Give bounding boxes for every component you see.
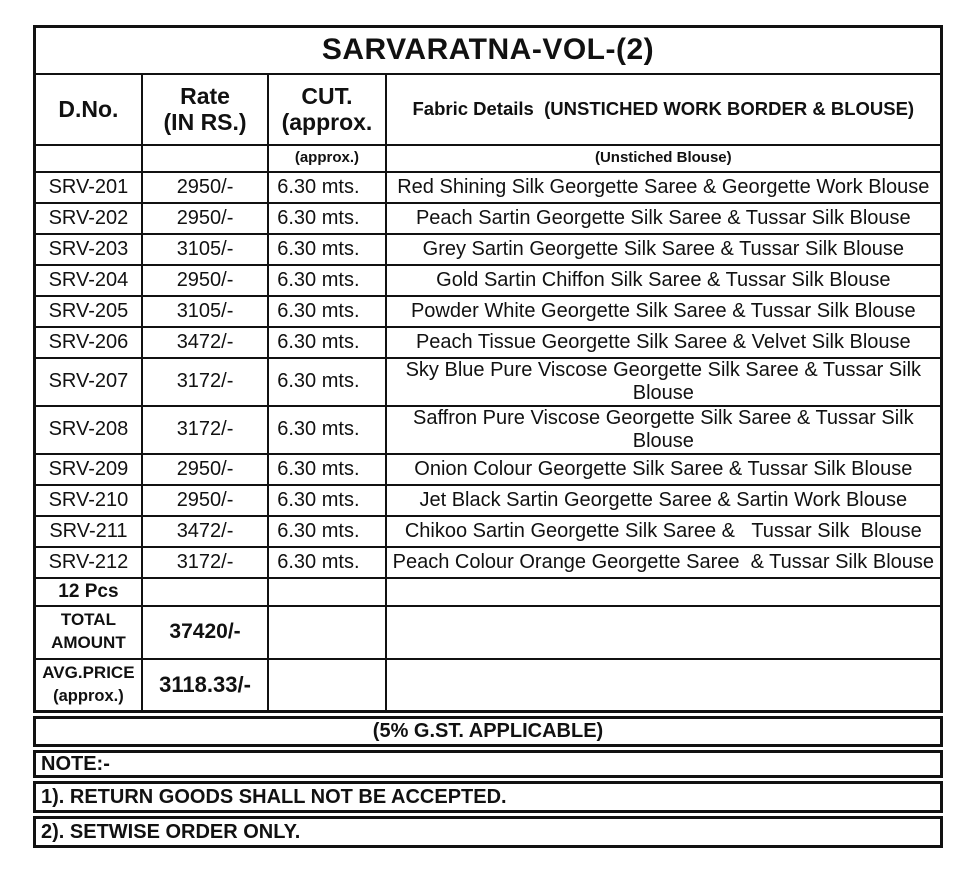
- fabric-cell: Grey Sartin Georgette Silk Saree & Tussar Silk Blouse: [386, 234, 942, 265]
- rate-cell: 3172/-: [142, 358, 268, 406]
- rate-cell: 2950/-: [142, 265, 268, 296]
- avg-label-line2: (approx.): [53, 687, 124, 706]
- dno-cell: SRV-212: [35, 547, 142, 578]
- column-header-dno: D.No.: [35, 74, 142, 145]
- rate-cell: 2950/-: [142, 485, 268, 516]
- empty-cell: [268, 578, 385, 606]
- gst-note: (5% G.ST. APPLICABLE): [33, 716, 943, 747]
- dno-cell: SRV-201: [35, 172, 142, 203]
- rate-cell: 3172/-: [142, 547, 268, 578]
- empty-cell: [386, 659, 942, 712]
- title-row: [35, 27, 942, 74]
- avg-price-row: [35, 659, 942, 712]
- fabric-cell: Onion Colour Georgette Silk Saree & Tussar Silk Blouse: [386, 454, 942, 485]
- dno-cell: SRV-207: [35, 358, 142, 406]
- price-list-sheet: [33, 25, 943, 848]
- fabric-cell: Gold Sartin Chiffon Silk Saree & Tussar Silk Blouse: [386, 265, 942, 296]
- subheader-fabric-cell: (Unstiched Blouse): [386, 145, 942, 172]
- rate-cell: 3472/-: [142, 327, 268, 358]
- price-table: [33, 25, 943, 713]
- empty-cell: [268, 606, 385, 659]
- total-amount-label: [35, 606, 142, 659]
- fabric-cell: Chikoo Sartin Georgette Silk Saree & Tussar Silk Blouse: [386, 516, 942, 547]
- fabric-cell: Sky Blue Pure Viscose Georgette Silk Saree & Tussar Silk Blouse: [386, 358, 942, 406]
- total-amount-row: [35, 606, 942, 659]
- empty-cell: [268, 659, 385, 712]
- subheader-rate-cell: [142, 145, 268, 172]
- cut-cell: 6.30 mts.: [268, 296, 385, 327]
- table-row: [35, 358, 942, 406]
- cut-cell: 6.30 mts.: [268, 516, 385, 547]
- rate-cell: 3105/-: [142, 296, 268, 327]
- dno-cell: SRV-211: [35, 516, 142, 547]
- subheader-row: [35, 145, 942, 172]
- header-row: [35, 74, 942, 145]
- page-title: SARVARATNA-VOL-(2): [35, 27, 942, 74]
- cut-cell: 6.30 mts.: [268, 485, 385, 516]
- empty-cell: [142, 578, 268, 606]
- note-line-1: 1). RETURN GOODS SHALL NOT BE ACCEPTED.: [33, 781, 943, 813]
- cut-header-line2: (approx.: [281, 109, 373, 135]
- empty-cell: [386, 578, 942, 606]
- table-row: [35, 265, 942, 296]
- dno-cell: SRV-209: [35, 454, 142, 485]
- rate-cell: 2950/-: [142, 203, 268, 234]
- fabric-cell: Peach Tissue Georgette Silk Saree & Velvet Silk Blouse: [386, 327, 942, 358]
- table-row: [35, 296, 942, 327]
- rate-header-line1: Rate: [180, 82, 230, 109]
- table-row: [35, 454, 942, 485]
- avg-price-value: 3118.33/-: [142, 659, 268, 712]
- rate-cell: 3172/-: [142, 406, 268, 454]
- dno-cell: SRV-202: [35, 203, 142, 234]
- table-row: [35, 547, 942, 578]
- fabric-cell: Red Shining Silk Georgette Saree & Georgette Work Blouse: [386, 172, 942, 203]
- cut-cell: 6.30 mts.: [268, 327, 385, 358]
- cut-cell: 6.30 mts.: [268, 454, 385, 485]
- cut-cell: 6.30 mts.: [268, 547, 385, 578]
- dno-cell: SRV-208: [35, 406, 142, 454]
- cut-cell: 6.30 mts.: [268, 234, 385, 265]
- rate-header-line2: (IN RS.): [163, 109, 247, 135]
- column-header-fabric: Fabric Details (UNSTICHED WORK BORDER & BLOUSE): [386, 74, 942, 145]
- column-header-cut: [268, 74, 385, 145]
- cut-cell: 6.30 mts.: [268, 358, 385, 406]
- cut-header-line1: CUT.: [301, 82, 353, 109]
- pieces-count: 12 Pcs: [35, 578, 142, 606]
- note-line-2: 2). SETWISE ORDER ONLY.: [33, 816, 943, 848]
- rate-cell: 2950/-: [142, 454, 268, 485]
- dno-cell: SRV-206: [35, 327, 142, 358]
- dno-cell: SRV-210: [35, 485, 142, 516]
- empty-cell: [386, 606, 942, 659]
- fabric-cell: Saffron Pure Viscose Georgette Silk Saree & Tussar Silk Blouse: [386, 406, 942, 454]
- pieces-row: [35, 578, 942, 606]
- subheader-cut-cell: (approx.): [268, 145, 385, 172]
- avg-price-label: [35, 659, 142, 712]
- cut-cell: 6.30 mts.: [268, 172, 385, 203]
- total-label-line2: AMOUNT: [51, 633, 126, 652]
- fabric-cell: Jet Black Sartin Georgette Saree & Sartin Work Blouse: [386, 485, 942, 516]
- rate-cell: 3105/-: [142, 234, 268, 265]
- fabric-cell: Peach Sartin Georgette Silk Saree & Tussar Silk Blouse: [386, 203, 942, 234]
- dno-cell: SRV-205: [35, 296, 142, 327]
- total-amount-value: 37420/-: [142, 606, 268, 659]
- table-row: [35, 485, 942, 516]
- column-header-rate: [142, 74, 268, 145]
- table-row: [35, 172, 942, 203]
- cut-cell: 6.30 mts.: [268, 203, 385, 234]
- cut-cell: 6.30 mts.: [268, 406, 385, 454]
- avg-label-line1: AVG.PRICE: [42, 663, 135, 683]
- rate-cell: 3472/-: [142, 516, 268, 547]
- fabric-cell: Powder White Georgette Silk Saree & Tussar Silk Blouse: [386, 296, 942, 327]
- dno-cell: SRV-204: [35, 265, 142, 296]
- fabric-cell: Peach Colour Orange Georgette Saree & Tussar Silk Blouse: [386, 547, 942, 578]
- table-row: [35, 327, 942, 358]
- note-label: NOTE:-: [33, 750, 943, 778]
- subheader-dno-cell: [35, 145, 142, 172]
- dno-cell: SRV-203: [35, 234, 142, 265]
- table-row: [35, 234, 942, 265]
- rate-cell: 2950/-: [142, 172, 268, 203]
- cut-cell: 6.30 mts.: [268, 265, 385, 296]
- total-label-line1: TOTAL: [60, 610, 116, 630]
- table-row: [35, 516, 942, 547]
- table-row: [35, 406, 942, 454]
- table-row: [35, 203, 942, 234]
